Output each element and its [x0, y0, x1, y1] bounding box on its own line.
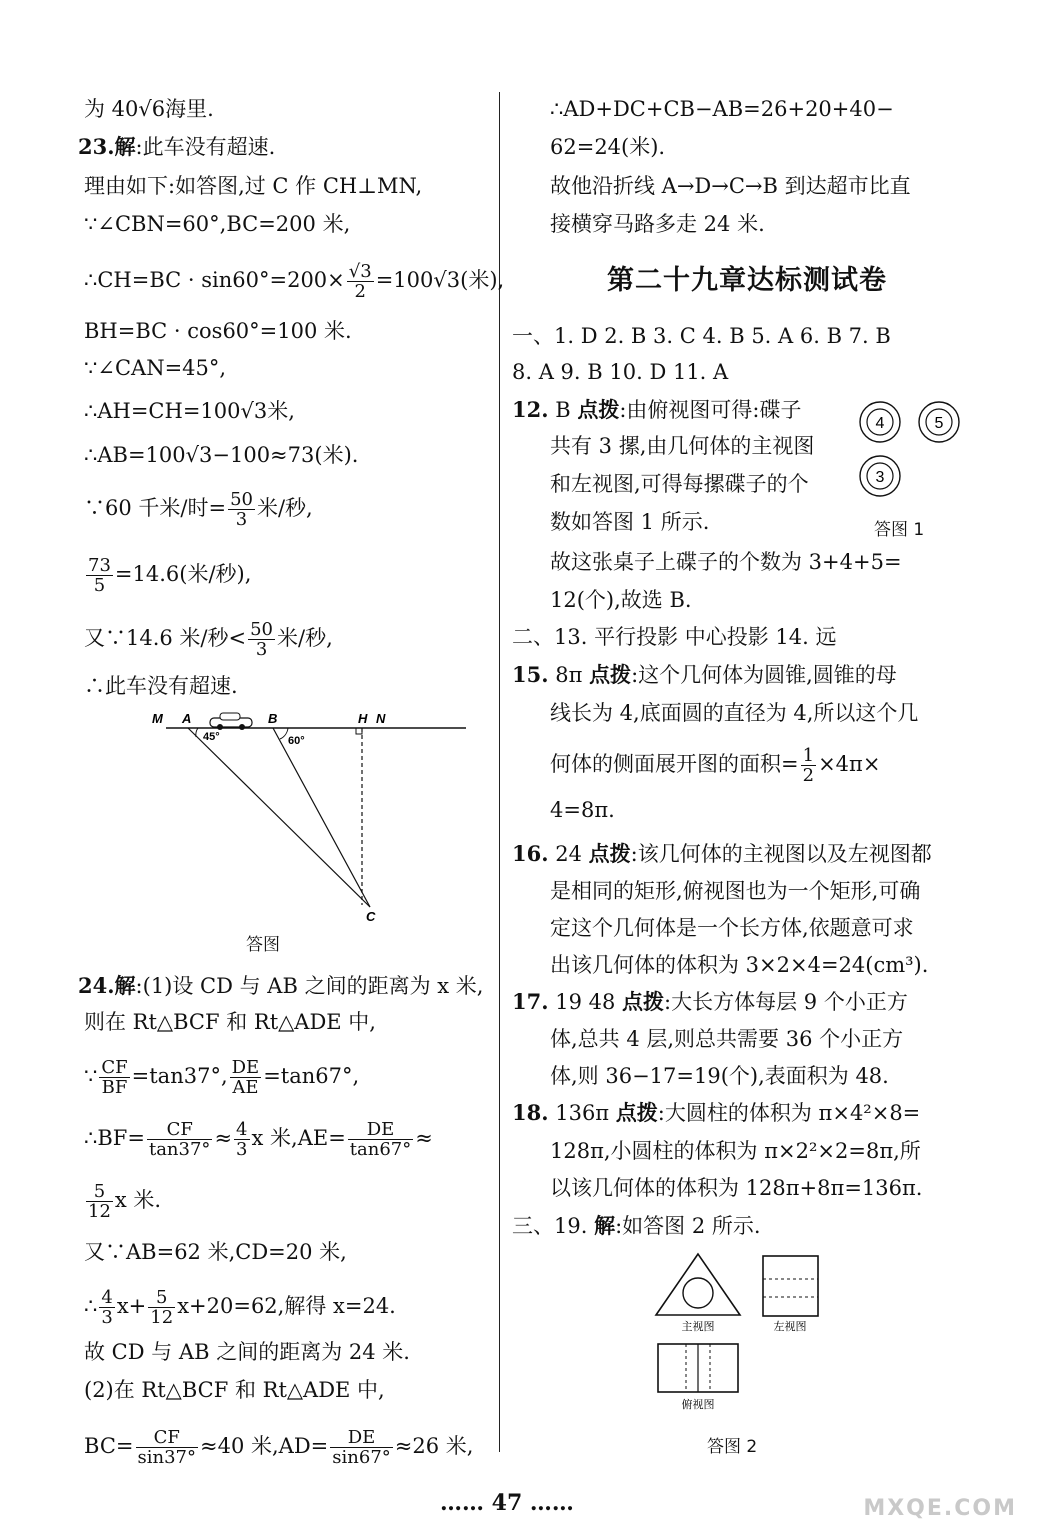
label-m: M	[152, 711, 163, 726]
speed-text: ∵60 千米/时=	[84, 496, 227, 520]
fraction-den: BF	[101, 1077, 128, 1098]
fraction	[148, 1288, 175, 1327]
label-h: H	[358, 711, 368, 726]
q12-line-6: 12(个),故选 B.	[550, 588, 692, 612]
chapter-heading: 第二十九章达标测试卷	[607, 265, 887, 296]
compare-unit: 米/秒,	[277, 626, 333, 650]
q15-line-4: 4=8π.	[550, 798, 615, 822]
q23-line-ab: ∴AB=100√3−100≈73(米).	[84, 443, 359, 467]
fraction-den: tan67°	[349, 1139, 412, 1160]
q15-line-1	[512, 661, 897, 689]
q24-line-equation	[84, 1288, 396, 1327]
segment-bc	[273, 728, 370, 907]
fraction	[248, 620, 275, 659]
fraction	[99, 1288, 114, 1327]
r-line-path: 故他沿折线 A→D→C→B 到达超市比直	[550, 174, 911, 198]
q23-line-ah: ∴AH=CH=100√3米,	[84, 399, 295, 423]
q23-line-reason: 理由如下:如答图,过 C 作 CH⊥MN,	[84, 174, 423, 198]
fraction	[234, 1120, 249, 1159]
tan67-text: =tan67°,	[263, 1064, 360, 1088]
ae-text: x 米,AE=	[251, 1126, 346, 1150]
q12-line-2: 共有 3 摞,由几何体的主视图	[550, 434, 815, 458]
figure-1-caption: 答图 1	[874, 520, 925, 540]
segment-ac	[188, 728, 370, 907]
q19-text: :如答图 2 所示.	[615, 1214, 761, 1238]
side-view-label: 左视图	[773, 1320, 807, 1333]
plate-count: 4	[875, 415, 885, 432]
fraction-num: CF	[136, 1428, 199, 1448]
fraction-den: tan37°	[148, 1139, 211, 1160]
fraction-num: 50	[230, 489, 253, 510]
watermark-logo: MXQE.COM	[863, 1496, 1017, 1521]
q16-line-4: 出该几何体的体积为 3×2×4=24(cm³).	[550, 953, 929, 977]
bc-text: BC=	[84, 1434, 134, 1458]
q17-tip-label: 点拨	[622, 989, 665, 1014]
q23-line-speed	[84, 490, 313, 529]
fraction	[99, 1058, 129, 1097]
q16-line-3: 定这个几何体是一个长方体,依题意可求	[550, 916, 914, 940]
q15-line-2: 线长为 4,底面圆的直径为 4,所以这个几	[550, 701, 919, 725]
ad-result: ≈26 米,	[394, 1434, 474, 1458]
plate-stack-4	[860, 402, 900, 442]
line-q22-end: 为 40√6海里.	[84, 97, 214, 121]
q18-line-1	[512, 1099, 920, 1127]
fraction-num: 4	[236, 1119, 248, 1140]
q17-line-3: 体,则 36−17=19(个),表面积为 48.	[550, 1064, 889, 1088]
speed-unit: 米/秒,	[256, 496, 313, 520]
ratio-result: =14.6(米/秒),	[114, 562, 252, 586]
q23-line-angle-cbn: ∵∠CBN=60°,BC=200 米,	[84, 212, 351, 236]
q24-line-bc-ad	[84, 1428, 473, 1467]
figure-2-caption: 答图 2	[707, 1437, 758, 1457]
angle-label-60: 60°	[288, 735, 305, 747]
front-view	[656, 1254, 740, 1315]
bf-text: ∴BF=	[84, 1126, 145, 1150]
q24-line-triangles: 则在 Rt△BCF 和 Rt△ADE 中,	[84, 1010, 376, 1034]
q18-number: 18.	[512, 1100, 549, 1125]
q15-tip-text: :这个几何体为圆锥,圆锥的母	[631, 663, 897, 687]
fraction-den: 12	[150, 1307, 174, 1328]
q16-number: 16.	[512, 841, 549, 866]
fraction-den: 3	[101, 1307, 113, 1328]
q23-answer: :此车没有超速.	[135, 135, 276, 159]
fraction-num: √3	[348, 261, 372, 282]
approx-symbol: ≈	[214, 1126, 233, 1150]
plate-count: 3	[875, 469, 885, 486]
q23-ch-result: =100√3(米),	[375, 268, 505, 292]
section-3-line	[512, 1212, 761, 1240]
fraction	[230, 1058, 262, 1097]
fraction	[136, 1428, 199, 1467]
label-n: N	[376, 711, 386, 726]
q15-number: 15.	[512, 662, 549, 687]
plate-count: 5	[934, 415, 944, 432]
fraction-den: 5	[93, 575, 106, 596]
side-view	[763, 1256, 818, 1316]
q16-line-1	[512, 840, 932, 868]
q23-line-ratio	[84, 556, 251, 595]
fraction-den: AE	[232, 1077, 259, 1098]
right-angle-mark	[356, 728, 362, 734]
section-2-answers: 二、13. 平行投影 中心投影 14. 远	[512, 625, 837, 649]
q12-line-5: 故这张桌子上碟子的个数为 3+4+5=	[550, 550, 902, 574]
r-line-path-end: 接横穿马路多走 24 米.	[550, 212, 765, 236]
q16-tip-text: :该几何体的主视图以及左视图都	[630, 842, 932, 866]
q12-tip-text: :由俯视图可得:碟子	[619, 398, 802, 422]
q16-answer: 24	[548, 842, 589, 866]
equation-part: x+	[116, 1294, 147, 1318]
q17-answer: 19 48	[548, 990, 623, 1014]
fraction-num: 5	[86, 1182, 113, 1202]
fraction-num: CF	[147, 1120, 212, 1140]
q23-number: 23.	[78, 134, 115, 159]
q24-line-part2: (2)在 Rt△BCF 和 Rt△ADE 中,	[84, 1378, 385, 1402]
fraction-num: DE	[330, 1428, 393, 1448]
q15-line-3	[550, 746, 880, 785]
fraction	[330, 1428, 393, 1467]
three-views-figure	[652, 1250, 852, 1420]
q24-part1: :(1)设 CD 与 AB 之间的距离为 x 米,	[135, 974, 484, 998]
fraction-den: 3	[235, 509, 248, 530]
q15-area-text: 何体的侧面展开图的面积=	[550, 752, 799, 776]
r-line-result: 62=24(米).	[550, 135, 666, 159]
q17-number: 17.	[512, 989, 549, 1014]
q18-tip-text: :大圆柱的体积为 π×4²×8=	[657, 1101, 921, 1125]
therefore-symbol: ∴	[84, 1294, 98, 1318]
q23-line-conclusion: ∴此车没有超速.	[84, 674, 238, 698]
fraction-den: sin37°	[137, 1447, 196, 1468]
q15-area-expr: ×4π×	[818, 752, 881, 776]
q12-line-4: 数如答图 1 所示.	[550, 510, 710, 534]
ad-text: ≈40 米,AD=	[200, 1434, 329, 1458]
q12-answer: B	[548, 398, 578, 422]
car-icon	[210, 713, 252, 730]
q23-ch-text: ∴CH=BC · sin60°=200×	[84, 268, 345, 292]
q23-line-compare	[84, 620, 333, 659]
top-view-label: 俯视图	[681, 1398, 715, 1411]
q15-answer: 8π	[548, 663, 590, 687]
fraction-num: CF	[101, 1057, 128, 1078]
fraction-den: 2	[802, 765, 815, 786]
q19-number: 三、19.	[512, 1214, 595, 1238]
q24-line-distance: 故 CD 与 AB 之间的距离为 24 米.	[84, 1340, 410, 1364]
q12-number: 12.	[512, 397, 549, 422]
fraction-num: 73	[88, 555, 111, 576]
tan37-text: =tan37°,	[131, 1064, 228, 1088]
r-line-sum: ∴AD+DC+CB−AB=26+20+40−	[550, 97, 894, 121]
fraction-num: 4	[101, 1287, 113, 1308]
approx-symbol: ≈	[415, 1126, 433, 1150]
plate-stack-5	[919, 402, 959, 442]
q24-line-ae-value	[84, 1182, 161, 1221]
fraction-den: 3	[255, 639, 268, 660]
q12-tip-label: 点拨	[577, 397, 620, 422]
q24-line-tan	[84, 1058, 359, 1097]
angle-arc-45	[196, 728, 198, 737]
q17-line-2: 体,总共 4 层,则总共需要 36 个小正方	[550, 1027, 904, 1051]
label-a: A	[182, 711, 192, 726]
top-view	[658, 1344, 738, 1392]
fraction-den: sin67°	[332, 1447, 391, 1468]
ae-unit: x 米.	[114, 1188, 162, 1212]
q24-line-given: 又∵AB=62 米,CD=20 米,	[84, 1240, 347, 1264]
q24-number: 24.	[78, 973, 115, 998]
q15-tip-label: 点拨	[589, 662, 632, 687]
fraction-num: DE	[231, 1057, 260, 1078]
fraction	[86, 1182, 113, 1221]
fraction-num: DE	[348, 1120, 413, 1140]
fraction	[147, 1120, 212, 1159]
q12-line-3: 和左视图,可得每摞碟子的个	[550, 472, 809, 496]
q16-tip-label: 点拨	[588, 841, 631, 866]
equation-result: x+20=62,解得 x=24.	[177, 1294, 396, 1318]
q18-tip-label: 点拨	[615, 1100, 658, 1125]
answers-row-2: 8. A 9. B 10. D 11. A	[512, 360, 729, 384]
plate-stack-3	[860, 456, 900, 496]
fraction-den: 12	[88, 1201, 111, 1222]
angle-arc-60	[280, 728, 288, 739]
q12-line-1	[512, 396, 802, 424]
answers-row-1: 一、1. D 2. B 3. C 4. B 5. A 6. B 7. B	[512, 324, 891, 348]
because-symbol: ∵	[84, 1064, 98, 1088]
q23-figure-caption: 答图	[246, 935, 280, 955]
q24-header	[78, 972, 483, 1000]
plates-figure	[857, 396, 962, 506]
label-c: C	[366, 909, 376, 924]
q23-line-angle-can: ∵∠CAN=45°,	[84, 356, 227, 380]
fraction-num: 50	[250, 619, 274, 640]
q18-answer: 136π	[548, 1101, 616, 1125]
label-b: B	[268, 711, 278, 726]
fraction	[347, 262, 374, 301]
q17-line-1	[512, 988, 908, 1016]
fraction-den: 2	[354, 281, 366, 302]
fraction-num: 1	[802, 745, 815, 766]
q17-tip-text: :大长方体每层 9 个小正方	[664, 990, 908, 1014]
q23-header	[78, 133, 275, 161]
q24-jie: 解	[114, 973, 136, 998]
q23-figure	[148, 705, 478, 925]
fraction	[348, 1120, 413, 1159]
q18-line-3: 以该几何体的体积为 128π+8π=136π.	[550, 1176, 923, 1200]
page-number: …… 47 ……	[440, 1490, 574, 1516]
fraction	[86, 556, 113, 595]
q24-line-bf-ae	[84, 1120, 433, 1159]
q23-jie: 解	[114, 134, 136, 159]
q23-line-bh: BH=BC · cos60°=100 米.	[84, 319, 352, 343]
fraction-den: 3	[236, 1139, 248, 1160]
fraction-num: 5	[148, 1288, 175, 1308]
fraction	[228, 490, 255, 529]
angle-label-45: 45°	[203, 731, 220, 743]
q19-jie: 解	[594, 1213, 616, 1238]
compare-text: 又∵14.6 米/秒<	[84, 626, 247, 650]
q18-line-2: 128π,小圆柱的体积为 π×2²×2=8π,所	[550, 1139, 921, 1163]
fraction	[801, 746, 816, 785]
q23-line-ch	[84, 262, 504, 301]
q16-line-2: 是相同的矩形,俯视图也为一个矩形,可确	[550, 879, 921, 903]
front-view-label: 主视图	[681, 1320, 715, 1333]
